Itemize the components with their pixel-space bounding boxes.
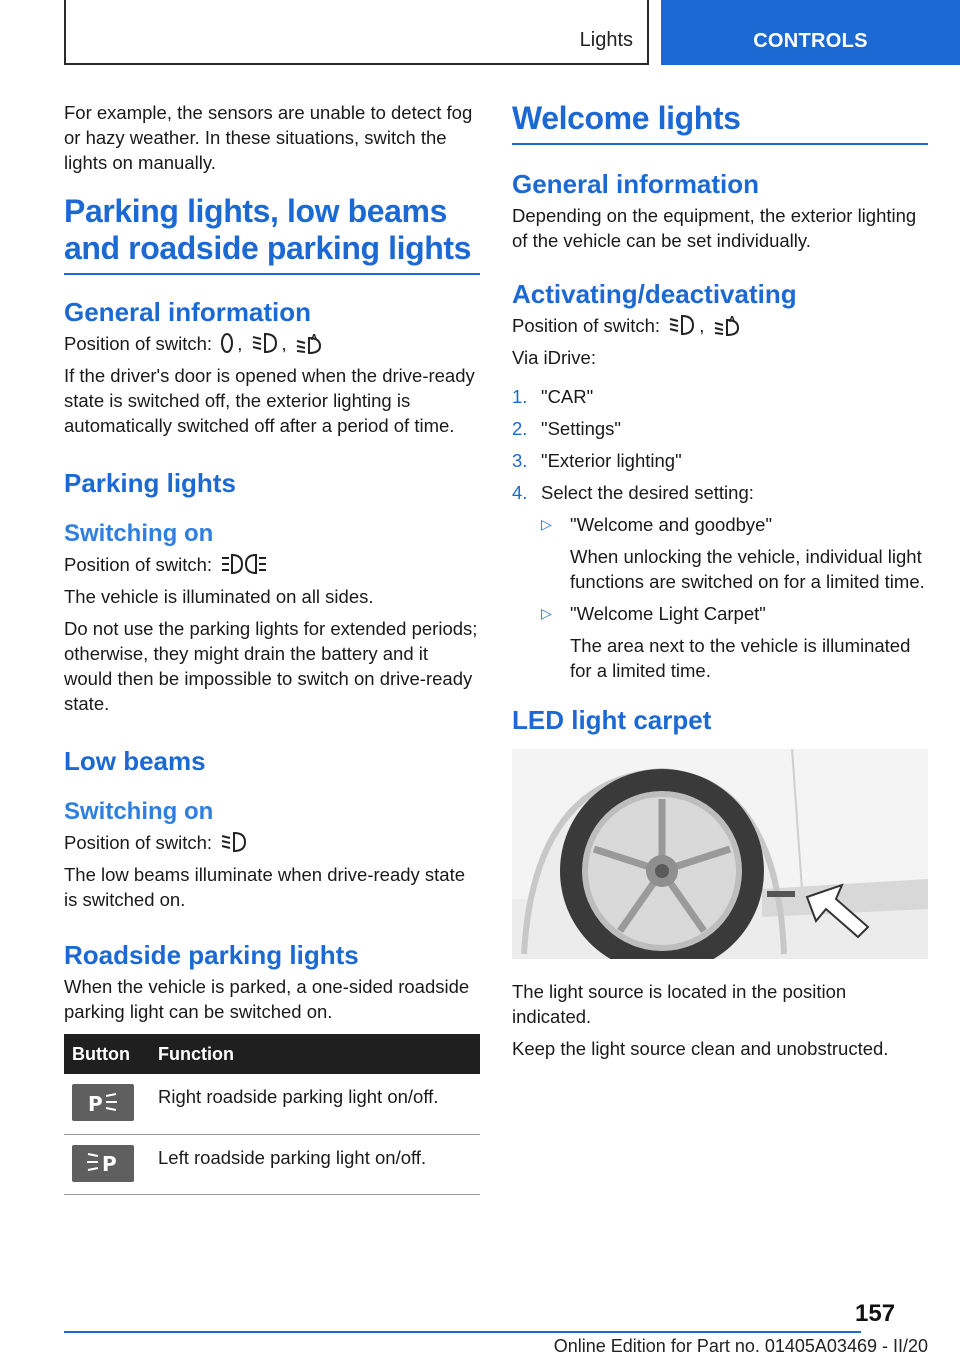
via-idrive-text: Via iDrive:	[512, 347, 596, 368]
table-cell-function: Right roadside parking light on/off.	[150, 1074, 480, 1134]
table-header-button: Button	[64, 1034, 150, 1074]
general-info-paragraph: If the driver's door is opened when the drive-ready state is switched off, the exterior lighting is automatically switched off after a period of time.	[64, 365, 475, 436]
step-text: "Exterior lighting"	[541, 450, 682, 471]
footer-divider	[64, 1331, 861, 1333]
setting-options-list	[541, 512, 928, 683]
low-beam-icon	[668, 314, 696, 336]
step-text: Select the desired setting:	[541, 482, 754, 503]
parking-illuminated-text: The vehicle is illuminated on all sides.	[64, 586, 374, 607]
intro-paragraph: For example, the sensors are unable to detect fog or hazy weather. In these situations, switch the lights on manually.	[64, 102, 473, 173]
general-switch-label: Position of switch:	[64, 333, 213, 354]
car-wheel-illustration	[512, 749, 928, 959]
footer-edition: Online Edition for Part no. 01405A03469 - II/20	[553, 1336, 928, 1356]
list-item	[512, 416, 928, 441]
table-cell-function: Left roadside parking light on/off.	[150, 1134, 480, 1194]
step-text: "CAR"	[541, 386, 594, 407]
table-row	[64, 1134, 480, 1194]
option-label: "Welcome Light Carpet"	[570, 603, 766, 624]
low-beams-switching-on-heading: Switching on	[64, 798, 214, 825]
parking-switching-on-heading: Switching on	[64, 520, 214, 547]
option-description: When unlocking the vehicle, individual light functions are switched on for a limited time.	[570, 546, 925, 592]
automatic-headlight-icon	[295, 332, 323, 354]
parking-switch-label: Position of switch:	[64, 554, 213, 575]
step-number: 2.	[512, 418, 528, 439]
activating-switch-line: Position of switch: , A	[512, 313, 928, 338]
parking-switch-line	[64, 552, 480, 577]
activating-heading: Activating/deactivating	[512, 279, 797, 309]
welcome-general-heading: General information	[512, 169, 760, 199]
step-text: "Settings"	[541, 418, 621, 439]
table-header-row	[64, 1034, 480, 1074]
parking-low-beams-heading: Parking lights, low beams and roadside parking lights	[64, 193, 480, 275]
step-number: 1.	[512, 386, 528, 407]
bullet-triangle-icon: ▷	[541, 605, 552, 621]
idrive-steps-list	[512, 384, 928, 683]
parking-warning-text: Do not use the parking lights for extended periods; otherwise, they might drain the battery and it would then be impossible to switch on drive-ready state.	[64, 618, 478, 714]
activating-switch-label: Position of switch:	[512, 315, 661, 336]
low-beams-switch-line	[64, 830, 480, 855]
right-roadside-parking-icon[interactable]	[72, 1084, 134, 1121]
svg-text:A: A	[728, 315, 735, 324]
list-item	[512, 480, 928, 683]
header-chapter-tab	[661, 0, 960, 65]
roadside-parking-table	[64, 1034, 480, 1195]
welcome-lights-heading: Welcome lights	[512, 100, 928, 145]
automatic-headlight-icon	[713, 314, 741, 336]
header-section-title: Lights	[579, 29, 633, 51]
header-chapter-title: CONTROLS	[753, 30, 868, 52]
svg-text:A: A	[310, 333, 317, 342]
header-section-box	[64, 0, 649, 65]
list-item	[512, 448, 928, 473]
parking-lights-icon	[220, 553, 268, 575]
low-beams-text: The low beams illuminate when drive-ready state is switched on.	[64, 864, 466, 910]
general-switch-line: Position of switch: , , A	[64, 331, 480, 356]
right-column	[512, 100, 928, 1068]
roadside-parking-heading: Roadside parking lights	[64, 940, 359, 970]
list-item	[541, 512, 928, 594]
list-item	[541, 601, 928, 683]
general-information-heading: General information	[64, 297, 312, 327]
low-beam-icon	[220, 831, 248, 853]
svg-text:P: P	[88, 1091, 103, 1115]
left-roadside-parking-icon[interactable]	[72, 1145, 134, 1182]
roadside-parking-text: When the vehicle is parked, a one-sided roadside parking light can be switched on.	[64, 976, 470, 1022]
led-clean-text: Keep the light source clean and unobstructed.	[512, 1038, 889, 1059]
option-label: "Welcome and goodbye"	[570, 514, 773, 535]
bullet-triangle-icon: ▷	[541, 516, 552, 532]
welcome-general-text: Depending on the equipment, the exterior lighting of the vehicle can be set individually.	[512, 205, 917, 251]
page-number: 157	[855, 1300, 896, 1327]
left-column	[64, 100, 480, 1195]
parking-lights-heading: Parking lights	[64, 468, 236, 498]
option-description: The area next to the vehicle is illuminated for a limited time.	[570, 635, 911, 681]
low-beams-heading: Low beams	[64, 746, 206, 776]
low-beam-icon	[251, 332, 279, 354]
table-row	[64, 1074, 480, 1134]
led-location-text: The light source is located in the position indicated.	[512, 981, 847, 1027]
step-number: 3.	[512, 450, 528, 471]
low-beams-switch-label: Position of switch:	[64, 832, 213, 853]
switch-off-icon	[220, 332, 234, 354]
list-item	[512, 384, 928, 409]
step-number: 4.	[512, 482, 528, 503]
svg-text:P: P	[102, 1152, 117, 1175]
table-header-function: Function	[150, 1034, 480, 1074]
led-light-carpet-heading: LED light carpet	[512, 705, 712, 735]
